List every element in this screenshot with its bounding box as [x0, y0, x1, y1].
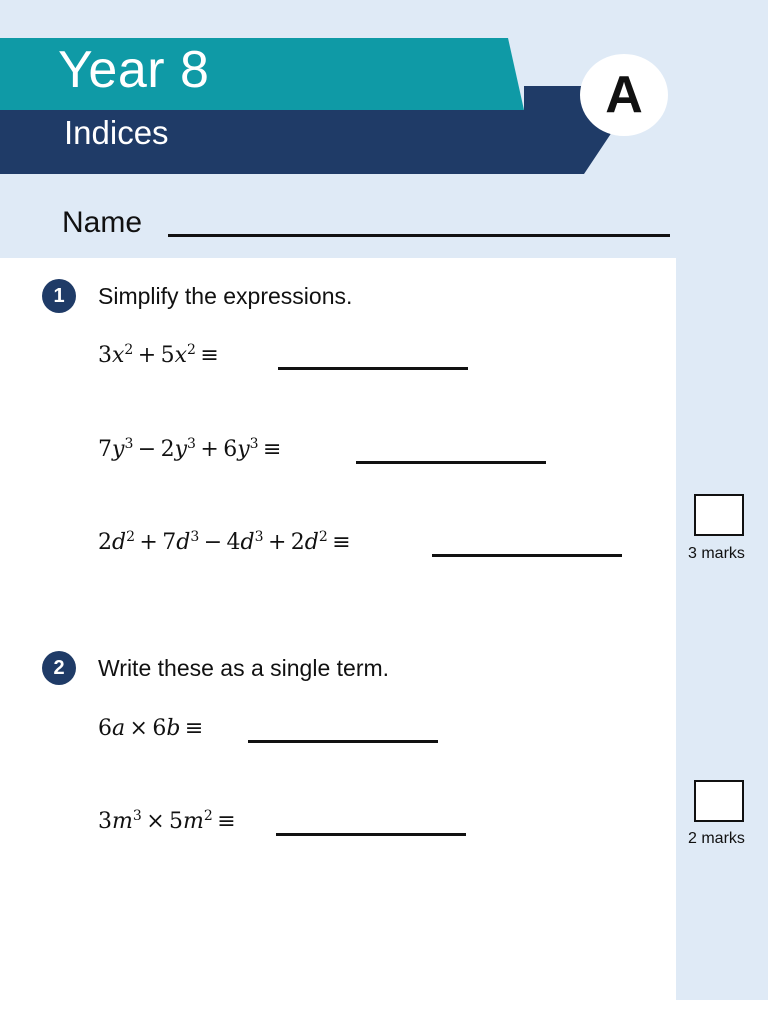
topic-title: Indices: [64, 114, 169, 151]
mark-box[interactable]: [694, 780, 744, 822]
question-prompt: Write these as a single term.: [98, 655, 390, 681]
expression: $7y^3 - 2y^3 + 6y^3$ ≡: [98, 436, 282, 462]
expression: $3m^3 \times 5m^2$ ≡: [98, 808, 236, 834]
answer-line[interactable]: [432, 554, 622, 557]
name-field[interactable]: [168, 234, 670, 237]
expression: $3x^2 + 5x^2$ ≡: [98, 342, 219, 368]
answer-line[interactable]: [276, 833, 466, 836]
page-title: Year 8: [58, 41, 210, 99]
marks-label: 2 marks: [688, 830, 745, 847]
answer-line[interactable]: [278, 367, 468, 370]
name-label: Name: [62, 206, 143, 239]
question-number: 1: [42, 279, 76, 313]
marks-label: 3 marks: [688, 545, 745, 562]
version-badge: A: [580, 54, 668, 136]
expression: $2d^2 + 7d^3 - 4d^3 + 2d^2$ ≡: [98, 529, 351, 555]
mark-box[interactable]: [694, 494, 744, 536]
question-prompt: Simplify the expressions.: [98, 283, 353, 309]
marks-margin: [676, 258, 768, 1000]
expression: 6a × 6b ≡: [98, 716, 204, 741]
question-number: 2: [42, 651, 76, 685]
answer-line[interactable]: [248, 740, 438, 743]
answer-line[interactable]: [356, 461, 546, 464]
